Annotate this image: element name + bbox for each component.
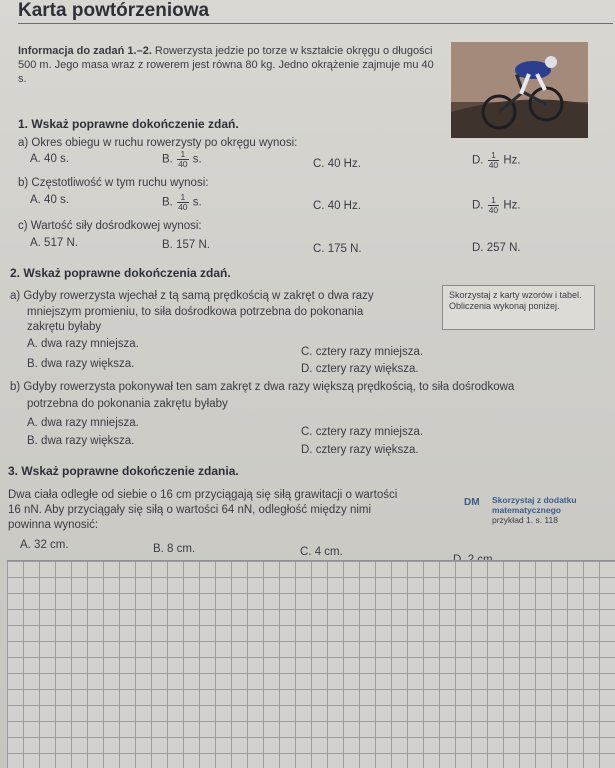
q2-note-box: Skorzystaj z karty wzorów i tabel. Obliczenia wykonaj poniżej. xyxy=(442,285,595,330)
q2a-option-a[interactable]: A. dwa razy mniejsza. xyxy=(27,338,139,350)
q2a-stem-line2: mniejszym promieniu, to siła dośrodkowa potrzebna do pokonania xyxy=(27,306,364,318)
intro-text: Rowerzysta jedzie po torze w kształcie okręgu o długości 500 m. Jego masa wraz z rowerem jest równa 80 kg. Jedno okrążenie zajmuje mu 40 s. xyxy=(18,45,434,85)
q2b-stem-line2: potrzebna do pokonania zakrętu byłaby xyxy=(27,398,228,410)
q3-stem-line2: 16 nN. Aby przyciągały się siłą o wartości 64 nN, odległość między nimi xyxy=(8,504,372,516)
q1a-option-a[interactable]: A. 40 s. xyxy=(30,153,69,165)
q3-option-b[interactable]: B. 8 cm. xyxy=(153,543,196,555)
title-rule xyxy=(18,23,613,24)
q1a-option-b[interactable] xyxy=(162,150,202,169)
q1a-b-unit: s. xyxy=(192,153,202,166)
q1a-d-fraction xyxy=(488,151,499,170)
q2b-option-b[interactable]: B. dwa razy większa. xyxy=(27,435,135,447)
q1b-b-unit: s. xyxy=(192,196,202,209)
intro-info xyxy=(18,44,443,86)
q2b-option-c[interactable]: C. cztery razy mniejsza. xyxy=(301,426,424,438)
q1b-d-unit: Hz. xyxy=(503,199,521,212)
q1b-option-a[interactable]: A. 40 s. xyxy=(30,194,69,206)
q1a-b-letter: B. xyxy=(162,153,173,166)
cyclist-photo xyxy=(451,42,588,138)
q1c-option-b[interactable]: B. 157 N. xyxy=(162,239,210,251)
q1c-option-a[interactable]: A. 517 N. xyxy=(30,237,78,249)
q3-option-c[interactable]: C. 4 cm. xyxy=(300,546,343,558)
q1b-b-den: 40 xyxy=(178,202,188,212)
page-title: Karta powtórzeniowa xyxy=(18,0,210,21)
q1a-d-letter: D. xyxy=(472,154,484,167)
q1a-option-c[interactable]: C. 40 Hz. xyxy=(313,158,361,170)
q3-heading: 3. Wskaż poprawne dokończenie zdania. xyxy=(8,464,239,478)
q1b-d-fraction xyxy=(488,196,499,215)
dm-note xyxy=(492,495,602,525)
q1b-option-b[interactable] xyxy=(162,193,202,212)
q1b-b-letter: B. xyxy=(162,196,173,209)
q1a-stem: a) Okres obiegu w ruchu rowerzysty po okręgu wynosi: xyxy=(18,137,298,149)
q2b-option-d[interactable]: D. cztery razy większa. xyxy=(301,444,419,456)
q1-heading: 1. Wskaż poprawne dokończenie zdań. xyxy=(18,117,239,131)
q1c-stem: c) Wartość siły dośrodkowej wynosi: xyxy=(18,220,202,232)
q2b-stem-line1: b) Gdyby rowerzysta pokonywał ten sam zakręt z dwa razy większą prędkością, to siła dośrodkowa xyxy=(10,381,515,393)
q1b-b-num: 1 xyxy=(177,193,188,203)
cyclist-image-icon xyxy=(451,42,588,138)
dm-note-line1: Skorzystaj z dodatku xyxy=(492,495,577,505)
q2b-option-a[interactable]: A. dwa razy mniejsza. xyxy=(27,417,139,429)
q1b-option-d[interactable] xyxy=(472,196,521,215)
q1b-b-fraction xyxy=(177,193,188,212)
q1a-b-fraction xyxy=(177,150,188,169)
q1b-d-num: 1 xyxy=(488,196,499,206)
calculation-grid xyxy=(7,560,615,768)
dm-note-line2: matematycznego xyxy=(492,505,561,515)
q1a-d-unit: Hz. xyxy=(503,154,521,167)
q1a-d-num: 1 xyxy=(488,151,499,161)
q2a-option-d[interactable]: D. cztery razy większa. xyxy=(301,363,419,375)
q1a-d-den: 40 xyxy=(488,160,499,170)
q1b-d-den: 40 xyxy=(488,205,499,215)
q2-heading: 2. Wskaż poprawne dokończenia zdań. xyxy=(10,266,231,280)
dm-note-line3: przykład 1. s. 118 xyxy=(492,515,558,525)
q1a-option-d[interactable] xyxy=(472,151,521,170)
q1c-option-c[interactable]: C. 175 N. xyxy=(313,243,362,255)
q2a-option-c[interactable]: C. cztery razy mniejsza. xyxy=(301,346,424,358)
q2a-stem-line1: a) Gdyby rowerzysta wjechał z tą samą prędkością w zakręt o dwa razy xyxy=(10,290,374,302)
q1a-b-num: 1 xyxy=(177,150,188,160)
q1b-stem: b) Częstotliwość w tym ruchu wynosi: xyxy=(18,177,209,189)
q3-option-a[interactable]: A. 32 cm. xyxy=(20,539,69,551)
dm-badge: DM xyxy=(464,497,480,508)
q3-stem-line1: Dwa ciała odległe od siebie o 16 cm przyciągają się siłą grawitacji o wartości xyxy=(8,489,398,501)
q2a-stem-line3: zakrętu byłaby xyxy=(27,321,102,333)
q3-stem-line3: powinna wynosić: xyxy=(8,519,99,531)
q1a-b-den: 40 xyxy=(178,159,188,169)
intro-lead: Informacja do zadań 1.–2. xyxy=(18,45,152,57)
q1b-d-letter: D. xyxy=(472,199,484,212)
q1c-option-d[interactable]: D. 257 N. xyxy=(472,242,521,254)
q1b-option-c[interactable]: C. 40 Hz. xyxy=(313,200,361,212)
q2a-option-b[interactable]: B. dwa razy większa. xyxy=(27,358,135,370)
